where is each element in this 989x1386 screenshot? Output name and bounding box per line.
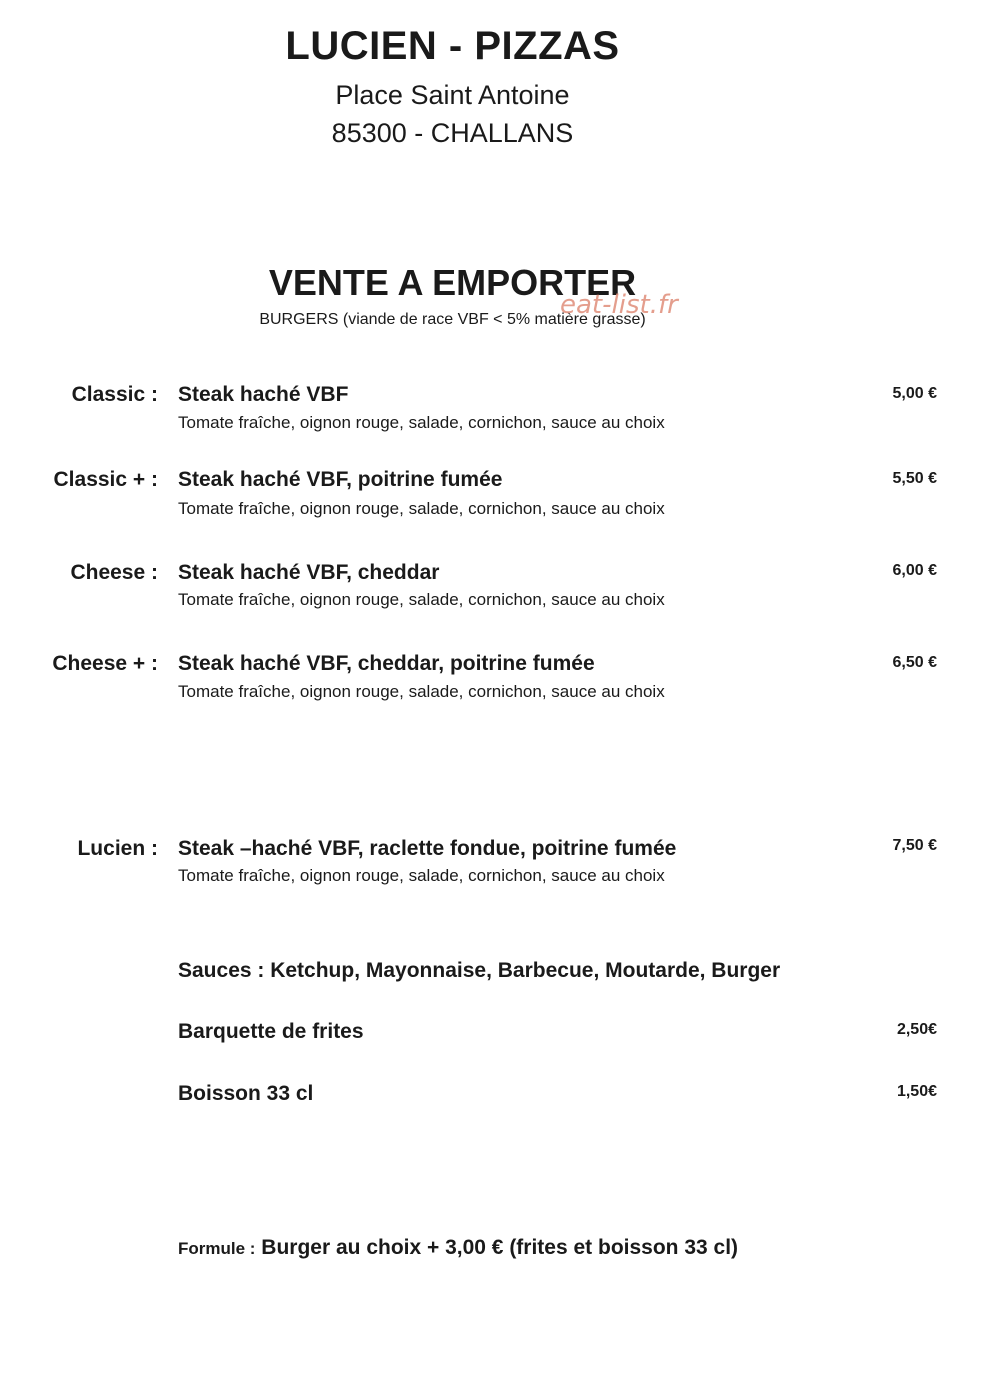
fries-label: Barquette de frites xyxy=(178,1020,364,1043)
burger-label: Classic + : xyxy=(53,468,158,491)
burger-price: 7,50 € xyxy=(892,837,937,854)
burger-name: Steak haché VBF xyxy=(178,383,349,406)
burger-name: Steak haché VBF, poitrine fumée xyxy=(178,468,503,491)
burger-description: Tomate fraîche, oignon rouge, salade, cornichon, sauce au choix xyxy=(178,682,665,701)
burger-label: Lucien : xyxy=(77,837,158,860)
burger-description: Tomate fraîche, oignon rouge, salade, cornichon, sauce au choix xyxy=(178,590,665,609)
watermark: eat-list.fr xyxy=(560,290,678,320)
burger-name: Steak haché VBF, cheddar, poitrine fumée xyxy=(178,652,595,675)
burger-price: 6,00 € xyxy=(892,562,937,579)
drink-price: 1,50€ xyxy=(896,1083,937,1100)
burger-description: Tomate fraîche, oignon rouge, salade, cornichon, sauce au choix xyxy=(178,866,665,885)
burger-price: 5,00 € xyxy=(892,385,937,402)
burger-description: Tomate fraîche, oignon rouge, salade, cornichon, sauce au choix xyxy=(178,499,665,518)
formula-text: Burger au choix + 3,00 € (frites et boisson 33 cl) xyxy=(261,1236,739,1259)
fries-price: 2,50€ xyxy=(896,1021,937,1038)
burger-description: Tomate fraîche, oignon rouge, salade, cornichon, sauce au choix xyxy=(178,413,665,432)
section-title: VENTE A EMPORTER xyxy=(268,262,637,303)
burger-name: Steak –haché VBF, raclette fondue, poitrine fumée xyxy=(178,837,677,860)
formula-label: Formule : xyxy=(178,1239,256,1258)
section-subtitle: BURGERS (viande de race VBF < 5% matière grasse) xyxy=(259,311,646,328)
formula-line xyxy=(178,1236,738,1260)
restaurant-name: LUCIEN - PIZZAS xyxy=(285,24,620,68)
address-city: 85300 - CHALLANS xyxy=(331,118,574,148)
burger-label: Classic : xyxy=(71,383,158,406)
burger-price: 5,50 € xyxy=(892,470,937,487)
address-street: Place Saint Antoine xyxy=(335,80,570,110)
burger-label: Cheese + : xyxy=(52,652,158,675)
drink-label: Boisson 33 cl xyxy=(178,1082,314,1105)
burger-name: Steak haché VBF, cheddar xyxy=(178,561,440,584)
burger-label: Cheese : xyxy=(70,561,158,584)
burger-price: 6,50 € xyxy=(892,654,937,671)
sauces-list: Sauces : Ketchup, Mayonnaise, Barbecue, Moutarde, Burger xyxy=(178,959,781,982)
